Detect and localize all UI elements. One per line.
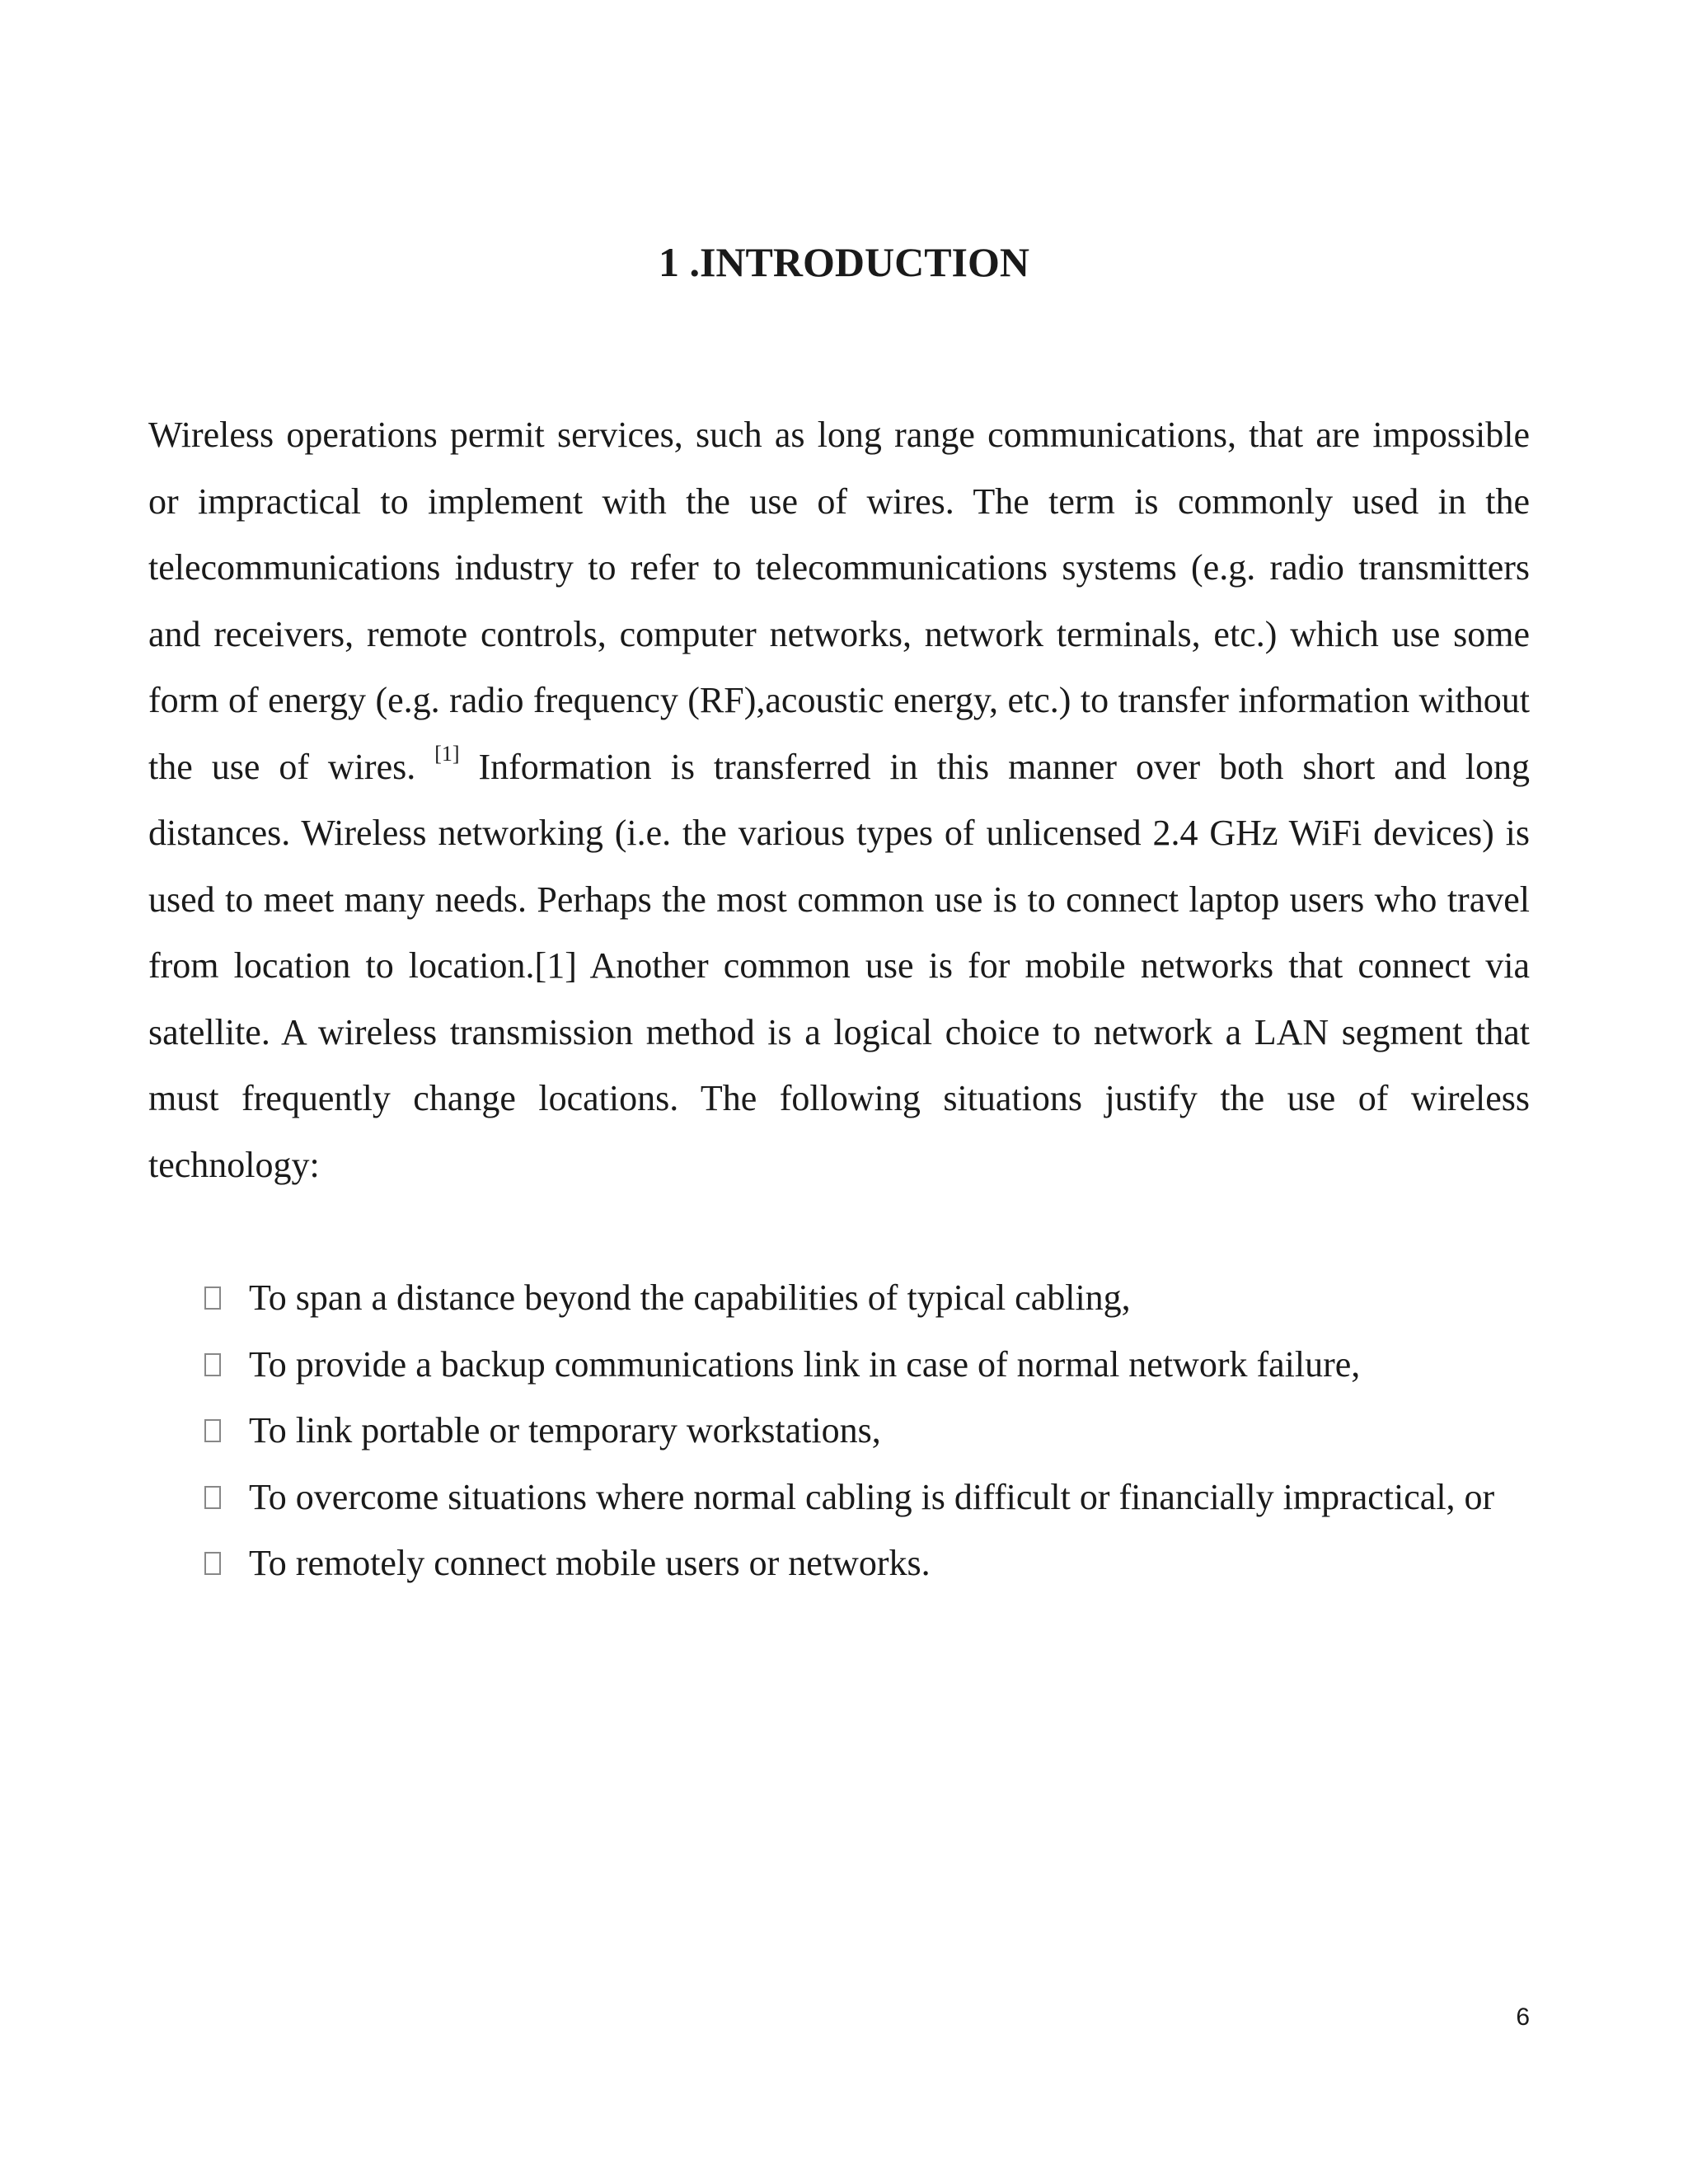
list-item-text: To overcome situations where normal cabling is difficult or financially impractical, or xyxy=(249,1476,1495,1517)
list-item xyxy=(148,1530,1541,1597)
citation-marker: [1] xyxy=(434,741,460,766)
list-item-text: To remotely connect mobile users or networks. xyxy=(249,1543,931,1583)
paragraph-text-part-1: Wireless operations permit services, such as long range communications, that are impossible or impractical to implement with the use of wires. The term is commonly used in the telecommunications industry to refer to telecommunications systems (e.g. radio transmitters and receivers, remote controls, computer networks, network terminals, etc.) which use some form of energy (e.g. radio frequency (RF),acoustic energy, etc.) to transfer information without the use of wires. xyxy=(148,415,1530,787)
list-item xyxy=(148,1398,1541,1465)
square-bullet-icon xyxy=(204,1486,221,1509)
list-item-text: To link portable or temporary workstations, xyxy=(249,1410,881,1451)
list-item xyxy=(148,1465,1541,1531)
intro-paragraph xyxy=(148,402,1530,1198)
square-bullet-icon xyxy=(204,1353,221,1376)
justification-list xyxy=(148,1265,1541,1597)
page-title: 1 .INTRODUCTION xyxy=(658,239,1030,285)
list-item xyxy=(148,1265,1541,1332)
list-item-text: To span a distance beyond the capabilities of typical cabling, xyxy=(249,1277,1131,1318)
list-item-text: To provide a backup communications link in case of normal network failure, xyxy=(249,1343,1361,1385)
paragraph-text-part-2: Information is transferred in this manner over both short and long distances. Wireless networking (i.e. the various types of unlicensed 2.4 GHz WiFi devices) is used to meet many needs. Perhaps the most common use is to connect laptop users who travel from location to location.[1] Another common use is for mobile networks that connect via satellite. A wireless transmission method is a logical choice to network a LAN segment that must frequently change locations. The following situations justify the use of wireless technology: xyxy=(148,746,1531,1185)
list-item xyxy=(148,1332,1541,1399)
square-bullet-icon xyxy=(204,1419,221,1442)
page-number: 6 xyxy=(1516,2004,1530,2031)
square-bullet-icon xyxy=(204,1286,221,1310)
square-bullet-icon xyxy=(204,1552,221,1575)
